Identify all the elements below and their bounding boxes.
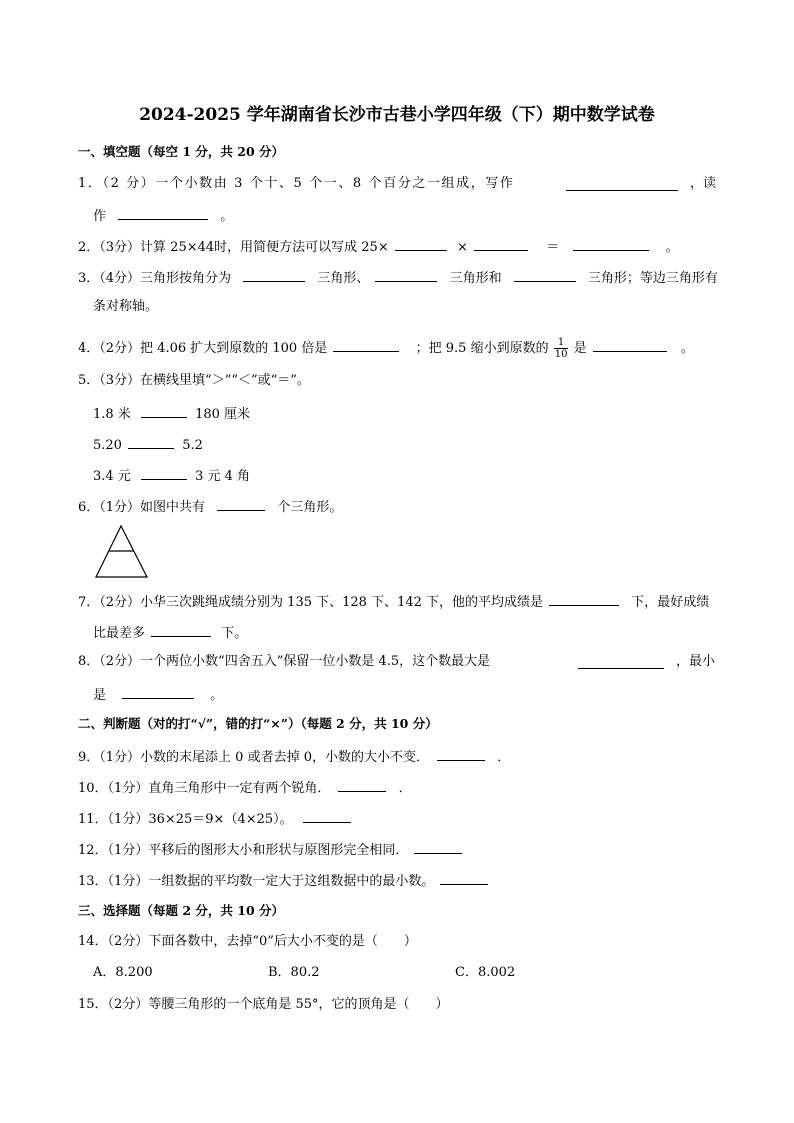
equals-sign: ＝ [546, 240, 560, 255]
question-8-end: 。 [210, 688, 224, 703]
compare-right-1: 180 厘米 [195, 407, 251, 422]
question-6-text: 6．（1分）如图中共有 [78, 500, 206, 515]
question-10-text: 10．（1分）直角三角形中一定有两个锐角． [78, 781, 331, 796]
question-13-text: 13．（1分）一组数据的平均数一定大于这组数据中的最小数。 [78, 874, 435, 889]
answer-blank-q3-2[interactable] [375, 268, 437, 282]
page-title: 2024-2025 学年湖南省长沙市古巷小学四年级（下）期中数学试卷 [139, 105, 655, 125]
section-heading-true-false: 二、判断题（对的打“√”，错的打“×”）（每题 2 分，共 10 分） [78, 716, 438, 731]
answer-blank-q3-1[interactable] [243, 268, 305, 282]
compare-left-1: 1.8 米 [93, 407, 131, 422]
answer-blank-q7-2[interactable] [151, 623, 211, 637]
answer-blank-q12[interactable] [414, 840, 462, 854]
question-6 [78, 497, 342, 517]
question-3-cont: 条对称轴。 [93, 299, 159, 314]
answer-blank-q2-1[interactable] [395, 237, 447, 251]
question-7-text-2: 下，最好成绩 [631, 595, 710, 610]
answer-blank-q9[interactable] [437, 747, 485, 761]
question-9 [78, 747, 510, 767]
comparison-row-3 [93, 466, 250, 486]
answer-blank-q1-write[interactable] [566, 177, 678, 191]
question-7-text: 7．（2分）小华三次跳绳成绩分别为 135 下、128 下、142 下，他的平均成绩是 [78, 595, 544, 610]
comparison-row-2 [93, 435, 203, 455]
question-5: 5．（3分）在横线里填“＞”“＜”或“＝”。 [78, 373, 310, 388]
question-13 [78, 871, 488, 891]
compare-left-2: 5.20 [93, 438, 122, 453]
question-8-text: 8．（2分）一个两位小数“四舍五入”保留一位小数是 4.5，这个数最大是 [78, 654, 491, 669]
answer-blank-q4-1[interactable] [333, 338, 399, 352]
question-4 [78, 337, 694, 360]
answer-blank-q8-min[interactable] [122, 685, 194, 699]
question-15: 15．（2分）等腰三角形的一个底角是 55°，它的顶角是（ ） [78, 997, 449, 1012]
answer-blank-q5-1[interactable] [141, 404, 187, 418]
question-1 [78, 175, 515, 193]
question-2-text: 2．（3分）计算 25×44时，用简便方法可以写成 25× [78, 240, 389, 255]
answer-blank-q3-3[interactable] [514, 268, 576, 282]
question-2 [78, 237, 679, 257]
answer-blank-q2-3[interactable] [573, 237, 649, 251]
answer-blank-q6[interactable] [217, 497, 265, 511]
answer-blank-q1-read[interactable] [118, 206, 208, 220]
answer-blank-q5-3[interactable] [141, 466, 187, 480]
compare-left-3: 3.4 元 [93, 469, 131, 484]
answer-blank-q2-2[interactable] [474, 237, 528, 251]
question-4-text-2: ；把 9.5 缩小到原数的 [415, 341, 549, 356]
question-1-end: 。 [220, 209, 234, 224]
question-3-text: 3．（4分）三角形按角分为 [78, 271, 232, 286]
fraction-one-tenth: $\frac{1}{10}$ [554, 337, 568, 360]
answer-blank-q7-1[interactable] [549, 592, 619, 606]
answer-blank-q11[interactable] [303, 809, 351, 823]
question-7 [78, 592, 709, 612]
question-8-min-label: ，最小 [676, 654, 716, 669]
question-7-text-3: 比最差多 [93, 626, 146, 641]
question-9-end: ． [497, 750, 511, 765]
question-1-text-cont: 作 [93, 209, 107, 224]
question-12-text: 12．（1分）平移后的图形大小和形状与原图形完全相同． [78, 843, 409, 858]
question-10-end: ． [398, 781, 412, 796]
option-b[interactable]: B．80.2 [268, 965, 320, 980]
answer-blank-q10[interactable] [338, 778, 386, 792]
question-7-end: 下。 [221, 626, 248, 641]
question-14: 14．（2分）下面各数中，去掉“0”后大小不变的是（ ） [78, 934, 417, 949]
question-10 [78, 778, 412, 798]
triangle-figure [94, 524, 150, 580]
answer-blank-q5-2[interactable] [128, 435, 174, 449]
section-heading-multiple-choice: 三、选择题（每题 2 分，共 10 分） [78, 903, 285, 918]
compare-right-2: 5.2 [182, 438, 203, 453]
question-8 [78, 653, 490, 671]
question-7-cont [93, 623, 247, 643]
question-9-text: 9．（1分）小数的末尾添上 0 或者去掉 0，小数的大小不变． [78, 750, 429, 765]
question-2-end: 。 [665, 240, 679, 255]
question-12 [78, 840, 462, 860]
question-3-text-4: 三角形；等边三角形有 [587, 271, 718, 286]
question-4-text: 4．（2分）把 4.06 扩大到原数的 100 倍是 [78, 341, 328, 356]
question-3 [78, 268, 718, 288]
question-11 [78, 809, 351, 829]
answer-blank-q4-2[interactable] [593, 338, 667, 352]
question-4-end: 。 [680, 341, 694, 356]
option-c[interactable]: C．8.002 [455, 965, 516, 980]
question-1-text: 1．（2 分）一个小数由 3 个十、5 个一、8 个百分之一组成，写作 [78, 176, 515, 191]
question-1-read-label: ，读 [690, 176, 717, 191]
question-4-text-3: 是 [573, 341, 587, 356]
question-6-end: 个三角形。 [277, 500, 343, 515]
question-8-text-2: 是 [93, 688, 107, 703]
section-heading-fill-blank: 一、填空题（每空 1 分，共 20 分） [78, 144, 285, 159]
question-11-text: 11．（1分）36×25＝9×（4×25）。 [78, 812, 293, 827]
answer-blank-q8-max[interactable] [578, 655, 664, 669]
option-a[interactable]: A．8.200 [93, 965, 153, 980]
question-3-text-2: 三角形、 [317, 271, 370, 286]
compare-right-3: 3 元 4 角 [195, 469, 251, 484]
question-3-text-3: 三角形和 [449, 271, 502, 286]
answer-blank-q13[interactable] [440, 871, 488, 885]
question-8-cont [93, 685, 223, 705]
times-sign: × [457, 240, 468, 255]
comparison-row-1 [93, 404, 250, 424]
question-1-cont [93, 206, 233, 226]
